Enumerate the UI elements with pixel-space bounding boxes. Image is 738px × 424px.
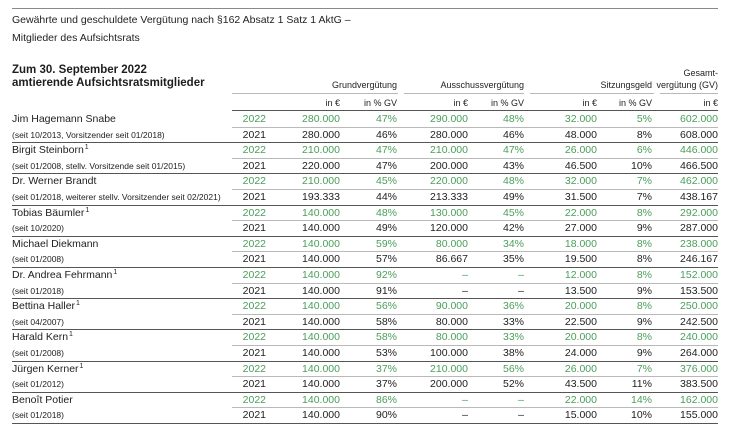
cell-year: 2021 — [242, 222, 266, 235]
cell-grund-pct: 58% — [375, 315, 397, 328]
member-tenure: (seit 10/2020) — [12, 223, 64, 234]
unit-aus-eur: in € — [453, 98, 468, 108]
cell-grund: 140.000 — [302, 269, 340, 281]
cell-year: 2021 — [242, 159, 266, 172]
member-name-text: Jim Hagemann Snabe — [12, 113, 116, 125]
footnote-marker: 1 — [79, 362, 84, 370]
cell-grund-pct: 47% — [375, 159, 397, 172]
cell-aus: – — [462, 284, 468, 297]
member-name — [12, 363, 83, 375]
cell-grund: 280.000 — [302, 113, 340, 125]
cell-sitz-pct: 10% — [630, 409, 652, 422]
unit-sitz-eur: in € — [582, 98, 597, 108]
cell-gv: 292.000 — [680, 206, 718, 219]
group-rule-grund — [232, 93, 398, 94]
cell-grund-pct: 47% — [375, 113, 397, 125]
cell-grund-pct: 91% — [375, 284, 397, 297]
year-separator-rule — [232, 407, 718, 408]
group-rule-gesamt — [660, 93, 718, 94]
cell-aus: 120.000 — [430, 222, 468, 235]
cell-sitz-pct: 7% — [636, 362, 652, 375]
cell-grund: 140.000 — [302, 409, 340, 422]
cell-grund-pct: 45% — [375, 175, 397, 188]
cell-gv: 608.000 — [680, 128, 718, 141]
member-name-text: Benoît Potier — [12, 393, 73, 406]
cell-grund-pct: 86% — [375, 393, 397, 406]
unit-grund-eur: in € — [325, 98, 340, 108]
member-tenure: (seit 01/2008) — [12, 254, 64, 265]
unit-gesamt-eur: in € — [703, 98, 718, 108]
cell-aus: – — [462, 393, 468, 406]
cell-sitz: 27.000 — [564, 222, 597, 235]
cell-sitz-pct: 8% — [636, 269, 652, 281]
cell-sitz: 31.500 — [564, 191, 597, 203]
cell-aus-pct: – — [518, 409, 524, 422]
cell-aus: 290.000 — [430, 113, 468, 125]
header-bottom-rule — [232, 110, 718, 111]
cell-sitz: 26.000 — [564, 362, 597, 375]
cell-sitz: 22.000 — [564, 393, 597, 406]
cell-sitz: 26.000 — [564, 144, 597, 157]
cell-sitz: 32.000 — [564, 175, 597, 188]
cell-aus: 213.333 — [430, 191, 468, 203]
member-name — [12, 144, 89, 156]
cell-aus-pct: 48% — [502, 175, 524, 188]
member-name — [12, 238, 98, 250]
cell-aus-pct: 49% — [502, 191, 524, 203]
unit-aus-pct: in % GV — [490, 98, 524, 108]
cell-sitz: 48.000 — [564, 128, 597, 141]
year-separator-rule — [232, 220, 718, 221]
member-name — [12, 207, 89, 219]
cell-aus-pct: – — [518, 284, 524, 297]
cell-grund-pct: 57% — [375, 253, 397, 266]
year-separator-rule — [232, 345, 718, 346]
member-tenure: (seit 01/2008, stellv. Vorsitzende seit 01/2015) — [12, 160, 186, 171]
col-header-gesamt-line2: vergütung (GV) — [656, 80, 718, 90]
member-name — [12, 175, 96, 187]
member-tenure: (seit 01/2018, weiterer stellv. Vorsitzender seit 02/2021) — [12, 192, 221, 202]
member-separator-rule — [12, 329, 718, 330]
cell-year: 2021 — [242, 347, 266, 359]
cell-gv: 246.167 — [680, 253, 718, 266]
cell-year: 2022 — [242, 113, 266, 125]
cell-grund: 140.000 — [302, 331, 340, 344]
cell-aus: 210.000 — [430, 362, 468, 375]
member-name — [12, 300, 80, 312]
cell-gv: 466.500 — [680, 159, 718, 172]
cell-grund: 140.000 — [302, 284, 340, 297]
cell-grund: 210.000 — [302, 175, 340, 188]
section-title: Zum 30. September 2022 — [12, 64, 147, 76]
cell-grund: 210.000 — [302, 144, 340, 157]
cell-year: 2022 — [242, 144, 266, 157]
member-name — [12, 394, 73, 406]
cell-grund: 280.000 — [302, 128, 340, 141]
cell-aus: 130.000 — [430, 206, 468, 219]
cell-aus-pct: – — [518, 393, 524, 406]
member-name-text: Dr. Andrea Fehrmann — [12, 269, 113, 281]
member-tenure: (seit 01/2018) — [12, 410, 64, 421]
cell-gv: 462.000 — [680, 175, 718, 188]
member-name — [12, 113, 116, 125]
cell-aus-pct: 52% — [502, 378, 524, 391]
year-separator-rule — [232, 376, 718, 377]
footnote-marker: 1 — [69, 331, 73, 339]
cell-gv: 383.500 — [680, 378, 718, 391]
cell-sitz-pct: 8% — [636, 237, 652, 250]
cell-sitz: 20.000 — [564, 300, 597, 313]
member-separator-rule — [12, 142, 718, 143]
cell-aus-pct: 56% — [502, 362, 524, 375]
cell-year: 2021 — [242, 253, 266, 266]
cell-aus: 220.000 — [430, 175, 468, 188]
member-separator-rule — [12, 298, 718, 299]
member-separator-rule — [12, 267, 718, 268]
cell-gv: 602.000 — [680, 113, 718, 125]
member-separator-rule — [12, 392, 718, 393]
cell-sitz-pct: 9% — [636, 222, 652, 235]
cell-aus: 90.000 — [435, 300, 468, 313]
cell-grund-pct: 92% — [375, 269, 397, 281]
year-separator-rule — [232, 251, 718, 252]
page-subtitle: Mitglieder des Aufsichtsrats — [12, 32, 140, 44]
cell-aus: 280.000 — [430, 128, 468, 141]
member-separator-rule — [12, 361, 718, 362]
cell-aus-pct: 45% — [502, 206, 524, 219]
cell-aus-pct: 43% — [502, 159, 524, 172]
cell-sitz-pct: 10% — [630, 159, 652, 172]
member-tenure: (seit 04/2007) — [12, 316, 64, 327]
page-title: Gewährte und geschuldete Vergütung nach §162 Absatz 1 Satz 1 AktG – — [12, 14, 351, 26]
cell-sitz: 43.500 — [564, 378, 597, 391]
cell-grund-pct: 56% — [375, 300, 397, 313]
cell-aus-pct: 33% — [502, 315, 524, 328]
cell-year: 2021 — [242, 315, 266, 328]
cell-sitz-pct: 14% — [630, 393, 652, 406]
cell-aus-pct: 33% — [502, 331, 524, 344]
footnote-marker: 1 — [85, 206, 90, 214]
cell-aus-pct: 36% — [502, 300, 524, 313]
cell-gv: 155.000 — [680, 409, 718, 422]
cell-gv: 242.500 — [680, 315, 718, 328]
cell-grund-pct: 59% — [375, 237, 397, 250]
member-separator-rule — [12, 236, 718, 237]
member-name-text: Tobias Bäumler — [12, 206, 85, 219]
member-tenure: (seit 01/2018) — [12, 285, 64, 296]
member-tenure: (seit 01/2008) — [12, 348, 64, 358]
cell-gv: 162.000 — [680, 393, 718, 406]
cell-year: 2022 — [242, 331, 266, 344]
cell-sitz-pct: 7% — [636, 191, 652, 203]
cell-sitz-pct: 8% — [636, 331, 652, 344]
cell-gv: 240.000 — [680, 331, 718, 344]
cell-grund-pct: 58% — [375, 331, 397, 344]
cell-grund: 140.000 — [302, 315, 340, 328]
cell-sitz: 19.500 — [564, 253, 597, 266]
group-rule-ausschuss — [404, 93, 524, 94]
cell-sitz: 18.000 — [564, 237, 597, 250]
cell-aus-pct: 38% — [502, 347, 524, 359]
cell-sitz: 12.000 — [564, 269, 597, 281]
cell-grund-pct: 46% — [375, 128, 397, 141]
cell-sitz-pct: 9% — [636, 347, 652, 359]
member-separator-rule — [12, 173, 718, 174]
cell-year: 2022 — [242, 175, 266, 188]
cell-sitz: 46.500 — [564, 159, 597, 172]
cell-gv: 250.000 — [680, 300, 718, 313]
year-separator-rule — [232, 127, 718, 128]
member-name-text: Jürgen Kerner — [12, 362, 79, 375]
footnote-marker: 1 — [76, 300, 80, 308]
cell-year: 2022 — [242, 300, 266, 313]
member-name-text: Bettina Haller — [12, 300, 76, 313]
cell-sitz: 22.000 — [564, 206, 597, 219]
cell-sitz-pct: 9% — [636, 284, 652, 297]
cell-aus: – — [462, 409, 468, 422]
cell-aus: 210.000 — [430, 144, 468, 157]
cell-aus: 80.000 — [435, 331, 468, 344]
cell-aus: – — [462, 269, 468, 281]
member-name-text: Birgit Steinborn — [12, 144, 84, 157]
member-separator-rule — [12, 205, 718, 206]
cell-sitz-pct: 8% — [636, 253, 652, 266]
cell-grund-pct: 44% — [375, 191, 397, 203]
cell-aus-pct: 35% — [502, 253, 524, 266]
cell-grund-pct: 53% — [375, 347, 397, 359]
cell-aus-pct: 34% — [502, 237, 524, 250]
cell-aus: 200.000 — [430, 378, 468, 391]
cell-grund-pct: 90% — [375, 409, 397, 422]
member-name — [12, 269, 117, 281]
cell-gv: 238.000 — [680, 237, 718, 250]
footnote-marker: 1 — [84, 144, 89, 152]
col-header-sitzungsgeld: Sitzungsgeld — [600, 80, 652, 90]
cell-aus: 100.000 — [430, 347, 468, 359]
cell-aus-pct: 42% — [502, 222, 524, 235]
cell-grund-pct: 48% — [375, 206, 397, 219]
cell-aus-pct: 48% — [502, 113, 524, 125]
cell-grund-pct: 47% — [375, 144, 397, 157]
year-separator-rule — [232, 189, 718, 190]
cell-sitz-pct: 11% — [631, 378, 652, 391]
cell-grund: 140.000 — [302, 237, 340, 250]
col-header-gesamt-line1: Gesamt- — [683, 68, 718, 78]
cell-sitz: 24.000 — [564, 347, 597, 359]
member-tenure: (seit 01/2012) — [12, 379, 64, 390]
year-separator-rule — [232, 158, 718, 159]
top-rule — [12, 8, 718, 9]
cell-sitz-pct: 9% — [636, 315, 652, 328]
cell-sitz-pct: 6% — [636, 144, 652, 157]
cell-sitz-pct: 7% — [636, 175, 652, 188]
cell-year: 2022 — [242, 393, 266, 406]
member-tenure: (seit 10/2013, Vorsitzender seit 01/2018) — [12, 129, 165, 140]
cell-grund: 140.000 — [302, 347, 340, 359]
col-header-grundverguetung: Grundvergütung — [331, 80, 397, 90]
cell-year: 2021 — [242, 284, 266, 297]
group-rule-sitzung — [530, 93, 654, 94]
unit-grund-pct: in % GV — [363, 98, 397, 108]
cell-gv: 264.000 — [680, 347, 718, 359]
cell-grund: 220.000 — [302, 159, 340, 172]
cell-grund-pct: 37% — [375, 362, 397, 375]
cell-sitz: 15.000 — [564, 409, 597, 422]
cell-year: 2021 — [242, 128, 266, 141]
cell-aus-pct: – — [518, 269, 524, 281]
cell-sitz-pct: 8% — [636, 128, 652, 141]
cell-year: 2022 — [242, 206, 266, 219]
cell-gv: 438.167 — [680, 191, 718, 203]
member-name-text: Harald Kern — [12, 331, 69, 344]
cell-aus-pct: 46% — [502, 128, 524, 141]
member-name-text: Dr. Werner Brandt — [12, 175, 97, 188]
member-name-text: Michael Diekmann — [12, 237, 99, 250]
year-separator-rule — [232, 314, 718, 315]
cell-gv: 376.000 — [680, 362, 718, 375]
cell-grund: 140.000 — [302, 393, 340, 406]
cell-grund: 140.000 — [302, 378, 340, 391]
footnote-marker: 1 — [113, 269, 118, 276]
cell-sitz-pct: 8% — [636, 300, 652, 313]
cell-aus: 86.667 — [435, 253, 468, 266]
cell-aus: 200.000 — [430, 159, 468, 172]
cell-sitz: 13.500 — [564, 284, 597, 297]
cell-sitz-pct: 5% — [636, 113, 652, 125]
cell-year: 2021 — [242, 378, 266, 391]
cell-year: 2022 — [242, 237, 266, 250]
section-subtitle: amtierende Aufsichtsratsmitglieder — [12, 77, 205, 89]
cell-sitz: 22.500 — [564, 315, 597, 328]
col-header-ausschussverguetung: Ausschussvergütung — [440, 80, 524, 90]
cell-aus: 80.000 — [435, 315, 468, 328]
cell-gv: 446.000 — [680, 144, 718, 157]
cell-year: 2022 — [242, 269, 266, 281]
cell-gv: 153.500 — [680, 284, 718, 297]
cell-grund: 140.000 — [302, 253, 340, 266]
cell-grund-pct: 37% — [375, 378, 397, 391]
cell-grund: 140.000 — [302, 206, 340, 219]
cell-grund: 140.000 — [302, 222, 340, 235]
cell-year: 2021 — [242, 409, 266, 422]
cell-grund-pct: 49% — [375, 222, 397, 235]
cell-sitz-pct: 8% — [636, 206, 652, 219]
cell-grund: 140.000 — [302, 362, 340, 375]
year-separator-rule — [232, 283, 718, 284]
member-name — [12, 331, 73, 343]
cell-grund: 140.000 — [302, 300, 340, 313]
cell-gv: 287.000 — [680, 222, 718, 235]
cell-aus: 80.000 — [435, 237, 468, 250]
cell-gv: 152.000 — [680, 269, 718, 281]
cell-year: 2022 — [242, 362, 266, 375]
cell-aus-pct: 47% — [502, 144, 524, 157]
cell-year: 2021 — [242, 191, 266, 203]
cell-sitz: 20.000 — [564, 331, 597, 344]
cell-grund: 193.333 — [302, 191, 340, 203]
cell-sitz: 32.000 — [564, 113, 597, 125]
unit-sitz-pct: in % GV — [618, 98, 652, 108]
